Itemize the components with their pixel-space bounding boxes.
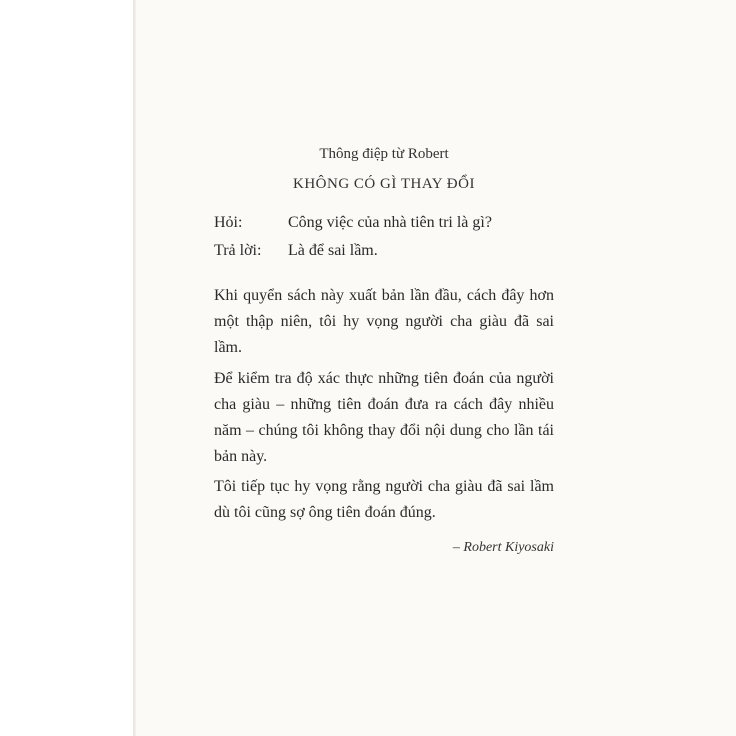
answer-text: Là để sai lầm.: [288, 242, 378, 259]
question-label: Hỏi:: [214, 214, 243, 231]
paragraph-3: Tôi tiếp tục hy vọng rằng người cha giàu đã sai lầm dù tôi cũng sợ ông tiên đoán đúng.: [214, 478, 554, 521]
question-row: [214, 214, 492, 232]
author-signature: – Robert Kiyosaki: [452, 540, 554, 555]
paragraph-1: Khi quyển sách này xuất bản lần đầu, cách đây hơn một thập niên, tôi hy vọng người cha giàu đã sai lầm.: [214, 287, 554, 356]
page-subtitle: Thông điệp từ Robert: [319, 146, 449, 162]
page-title: KHÔNG CÓ GÌ THAY ĐỔI: [293, 176, 475, 192]
answer-row: [214, 242, 378, 260]
question-text: Công việc của nhà tiên tri là gì?: [288, 214, 492, 231]
answer-label: Trả lời:: [214, 242, 262, 259]
paragraph-2: Để kiểm tra độ xác thực những tiên đoán của người cha giàu – những tiên đoán đưa ra cách đây nhiều năm – chúng tôi không thay đổi nội dung cho lần tái bản này.: [214, 370, 554, 465]
